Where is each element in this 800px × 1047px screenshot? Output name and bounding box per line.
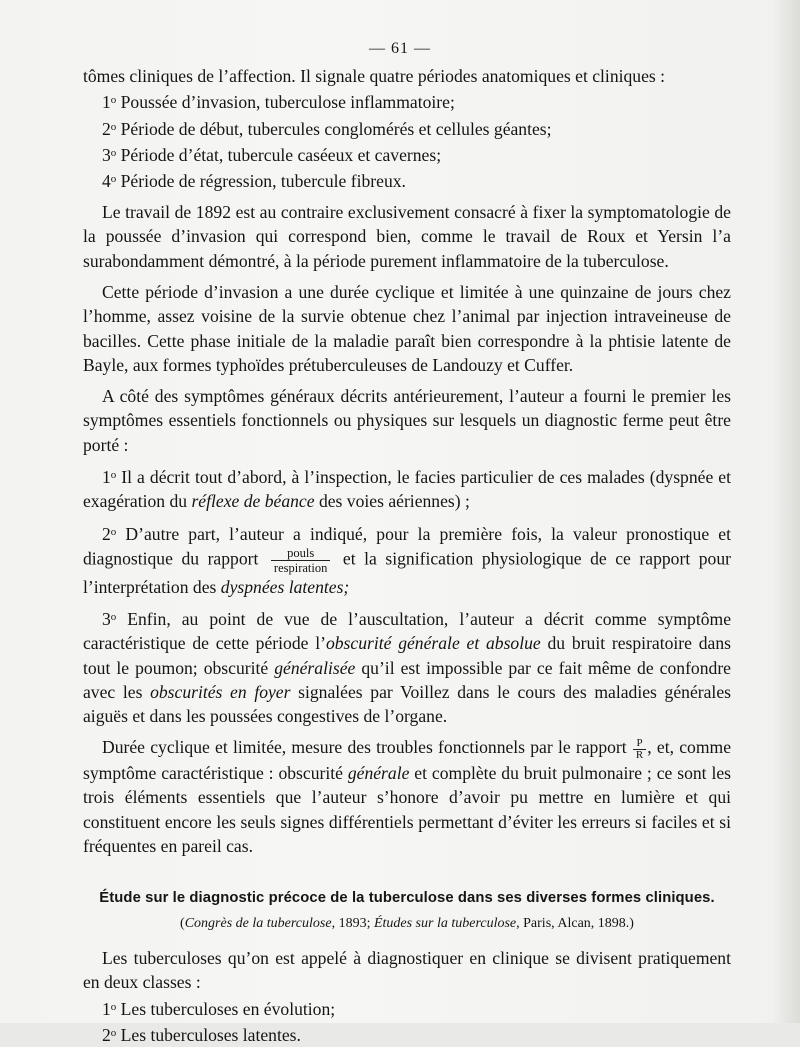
tuberculosis-classes-list xyxy=(83,995,731,1047)
paragraph-point-1: 1$^o$ Il a décrit tout d’abord, à l’inspection, le facies particulier de ces malades (dyspnée et exagération du réflexe de béance des voies aériennes) ; xyxy=(83,466,731,512)
paragraph-continuation: tômes cliniques de l’affection. Il signale quatre périodes anatomiques et cliniques : xyxy=(83,66,666,86)
page-body xyxy=(83,64,731,1047)
section-title: Étude sur le diagnostic précoce de la tuberculose dans ses diverses formes cliniques. xyxy=(99,890,715,907)
list-item: 3$^o$ Période d’état, tubercule caséeux et cavernes; xyxy=(102,144,442,165)
section-reference: (Congrès de la tuberculose, 1893; Études sur la tuberculose, Paris, Alcan, 1898.) xyxy=(180,916,634,932)
periods-list xyxy=(83,88,731,193)
paragraph-summary: Durée cyclique et limitée, mesure des troubles fonctionnels par le rapport $\frac{P}{R}$ , et, comme symptôme caractéristique : obscurité générale et complète du bruit pulmonaire ; ce sont les trois éléments essentiels que l’auteur s’honore d’avoir pu mettre en lumière et qui constituent encore les seuls signes différentiels permettant d’éviter les erreurs si faciles et si fréquentes en pareil cas. xyxy=(83,736,731,856)
paragraph: Cette période d’invasion a une durée cyclique et limitée à une quinzaine de jours chez l’homme, assez voisine de la survie obtenue chez l’animal par injection intraveineuse de bacilles. Cette phase initiale de la maladie paraît bien correspondre à la phtisie latente de Bayle, aux formes typhoïdes prétuberculeuses de Landouzy et Cuffer. xyxy=(83,282,731,375)
paragraph: Les tuberculoses qu’on est appelé à diagnostiquer en clinique se divisent pratiquement en deux classes : xyxy=(83,948,731,993)
fraction-p-r: $\frac{P}{R}$ xyxy=(633,738,646,761)
list-item: 4$^o$ Période de régression, tubercule fibreux. xyxy=(102,170,406,191)
list-item: 2$^o$ Les tuberculoses latentes. xyxy=(102,1024,301,1045)
paragraph-point-2: 2$^o$ D’autre part, l’auteur a indiqué, pour la première fois, la valeur pronostique et diagnostique du rapport $\frac{\text{pouls}}{\text{respiration}}$ et la signification physiologique de ce rapport pour l’interprétation des dyspnées latentes; xyxy=(83,523,731,597)
paragraph: A côté des symptômes généraux décrits antérieurement, l’auteur a fourni le premier les symptômes essentiels fonctionnels ou physiques sur lesquels un diagnostic ferme peut être porté : xyxy=(83,386,731,455)
paragraph: Le travail de 1892 est au contraire exclusivement consacré à fixer la symptomatologie de la poussée d’invasion qui correspond bien, comme le travail de Roux et Yersin l’a surabondamment démontré, à la période purement inflammatoire de la tuberculose. xyxy=(83,202,731,271)
page-number: — 61 — xyxy=(369,40,431,57)
fraction-pulse-respiration: $\frac{\text{pouls}}{\text{respiration}}$ xyxy=(271,546,330,575)
list-item: 2$^o$ Période de début, tubercules conglomérés et cellules géantes; xyxy=(102,118,552,139)
list-item: 1$^o$ Les tuberculoses en évolution; xyxy=(102,998,336,1019)
list-item: 1$^o$ Poussée d’invasion, tuberculose inflammatoire; xyxy=(102,92,455,113)
paragraph-point-3: 3$^o$ Enfin, au point de vue de l’auscultation, l’auteur a décrit comme symptôme caractéristique de cette période l’obscurité générale et absolue du bruit respiratoire dans tout le poumon; obscurité généralisée qu’il est impossible par ce fait même de confondre avec les obscurités en foyer signalées par Voillez dans le cours des maladies générales aiguës et dans les poussées congestives de l’organe. xyxy=(83,608,731,727)
